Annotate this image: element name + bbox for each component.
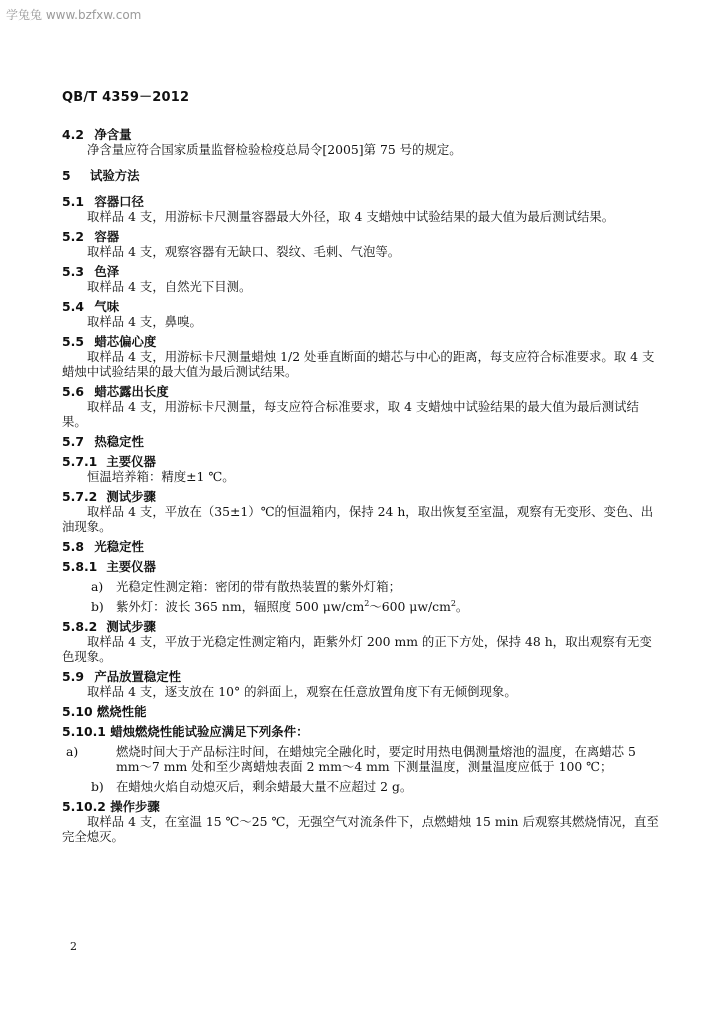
section-5-7-2-heading: 5.7.2 测试步骤	[62, 489, 156, 504]
section-5-8-2-text: 取样品 4 支，平放于光稳定性测定箱内，距紫外灯 200 mm 的正下方处，保持 48 h，取出观察有无变色现象。	[62, 634, 652, 664]
section-5-9-heading: 5.9 产品放置稳定性	[62, 669, 182, 684]
section-5-8-1-item-a: a) 光稳定性测定箱：密闭的带有散热装置的紫外灯箱；	[91, 579, 401, 594]
section-5-2-text: 取样品 4 支，观察容器有无缺口、裂纹、毛刺、气泡等。	[87, 244, 401, 259]
section-5-7-1-heading: 5.7.1 主要仪器	[62, 454, 156, 469]
section-5-heading: 5 试验方法	[62, 168, 140, 183]
section-5-3-text: 取样品 4 支，自然光下目测。	[87, 279, 252, 294]
section-5-7-1-text: 恒温培养箱：精度±1 ℃。	[87, 469, 235, 484]
section-5-10-2-heading: 5.10.2 操作步骤	[62, 799, 160, 814]
section-5-8-2-heading: 5.8.2 测试步骤	[62, 619, 156, 634]
section-4-2-heading: 4.2 净含量	[62, 127, 132, 142]
section-5-8-heading: 5.8 光稳定性	[62, 539, 144, 554]
section-5-7-2-text: 取样品 4 支，平放在（35±1）℃的恒温箱内，保持 24 h，取出恢复至室温，观察有无变形、变色、出油现象。	[62, 504, 654, 534]
watermark: 学兔兔 www.bzfxw.com	[6, 8, 142, 22]
section-5-10-1-item-b: b) 在蜡烛火焰自动熄灭后，剩余蜡最大量不应超过 2 g。	[91, 779, 413, 794]
section-5-2-heading: 5.2 容器	[62, 229, 120, 244]
section-5-10-heading: 5.10 燃烧性能	[62, 704, 147, 719]
page-number: 2	[70, 940, 77, 953]
section-5-3-heading: 5.3 色泽	[62, 264, 120, 279]
section-5-10-2-text: 取样品 4 支，在室温 15 ℃～25 ℃，无强空气对流条件下，点燃蜡烛 15 min 后观察其燃烧情况，直至完全熄灭。	[62, 814, 659, 844]
section-5-8-1-heading: 5.8.1 主要仪器	[62, 559, 156, 574]
section-4-2-text: 净含量应符合国家质量监督检验检疫总局令[2005]第 75 号的规定。	[87, 142, 462, 157]
section-5-5-text: 取样品 4 支，用游标卡尺测量蜡烛 1/2 处垂直断面的蜡芯与中心的距离，每支应符合标准要求。取 4 支蜡烛中试验结果的最大值为最后测试结果。	[62, 349, 655, 379]
section-5-6-text: 取样品 4 支，用游标卡尺测量，每支应符合标准要求，取 4 支蜡烛中试验结果的最大值为最后测试结果。	[62, 399, 639, 429]
section-5-4-heading: 5.4 气味	[62, 299, 120, 314]
document-body	[62, 127, 660, 844]
section-5-5-heading: 5.5 蜡芯偏心度	[62, 334, 157, 349]
section-5-10-1-heading: 5.10.1 蜡烛燃烧性能试验应满足下列条件：	[62, 724, 309, 739]
standard-code: QB/T 4359－2012	[62, 90, 190, 105]
section-5-1-heading: 5.1 容器口径	[62, 194, 144, 209]
section-5-1-text: 取样品 4 支，用游标卡尺测量容器最大外径，取 4 支蜡烛中试验结果的最大值为最后测试结果。	[87, 209, 615, 224]
section-5-10-1-item-a: a) 燃烧时间大于产品标注时间，在蜡烛完全融化时，要定时用热电偶测量熔池的温度，在离蜡芯 5 mm～7 mm 处和至少离蜡烛表面 2 mm～4 mm 下测量温度，测量温度应低于 100 ℃；	[66, 744, 636, 774]
section-5-8-1-item-b: b) 紫外灯：波长 365 nm，辐照度 500 $\mu w/cm^2\sim 600$ $\mu w/cm^2$。	[91, 598, 469, 614]
section-5-7-heading: 5.7 热稳定性	[62, 434, 144, 449]
section-5-9-text: 取样品 4 支，逐支放在 10° 的斜面上，观察在任意放置角度下有无倾倒现象。	[87, 684, 517, 699]
section-5-6-heading: 5.6 蜡芯露出长度	[62, 384, 169, 399]
section-5-4-text: 取样品 4 支，鼻嗅。	[87, 314, 202, 329]
